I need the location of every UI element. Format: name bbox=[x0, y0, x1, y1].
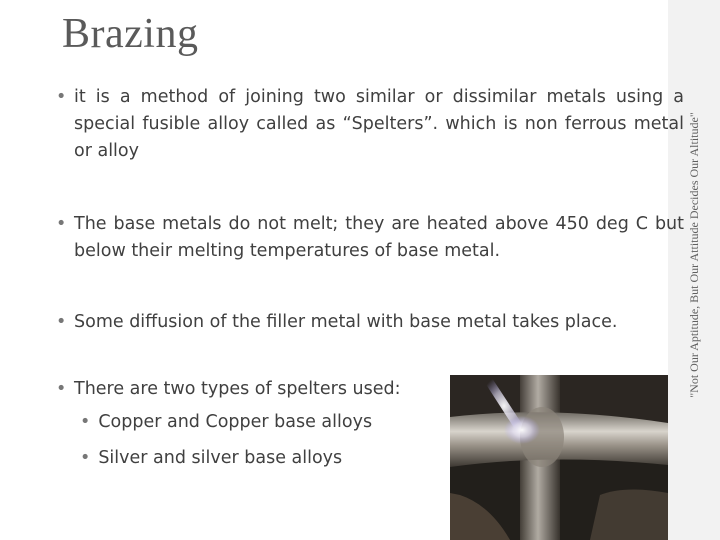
bullet-icon: • bbox=[56, 312, 67, 332]
slide-title: Brazing bbox=[62, 11, 199, 57]
bullet-icon: • bbox=[56, 87, 67, 107]
sub-bullet-text: Silver and silver base alloys bbox=[98, 448, 343, 468]
bullet-text: The base metals do not melt; they are heated above 450 deg C but below their melting temperatures of base metal. bbox=[74, 214, 684, 261]
bullet-item bbox=[56, 309, 684, 336]
bullet-text: Some diffusion of the filler metal with base metal takes place. bbox=[74, 312, 618, 332]
bullet-item bbox=[56, 84, 684, 165]
sub-bullet-item bbox=[80, 409, 372, 436]
brazing-photo bbox=[450, 375, 668, 540]
brazing-photo-graphic bbox=[450, 375, 668, 540]
sub-bullet-item bbox=[80, 445, 342, 472]
bullet-icon: • bbox=[56, 214, 67, 234]
bullet-item bbox=[56, 211, 684, 265]
bullet-text: it is a method of joining two similar or dissimilar metals using a special fusible alloy called as “Spelters”. which is non ferrous metal or alloy bbox=[74, 87, 684, 161]
bullet-icon: • bbox=[56, 379, 67, 399]
bullet-text: There are two types of spelters used: bbox=[74, 379, 401, 399]
sub-bullet-icon: • bbox=[80, 448, 91, 468]
sub-bullet-text: Copper and Copper base alloys bbox=[98, 412, 373, 432]
side-quote: "Not Our Aptitude, But Our Attitude Decides Our Altitude" bbox=[687, 112, 701, 398]
sub-bullet-icon: • bbox=[80, 412, 91, 432]
